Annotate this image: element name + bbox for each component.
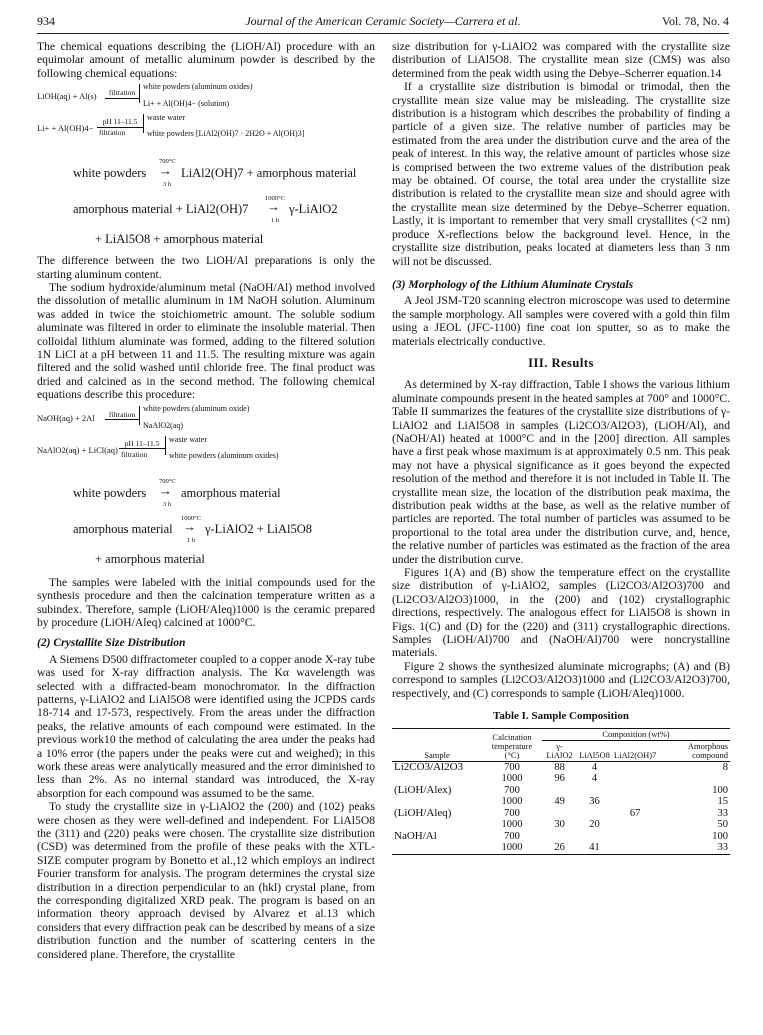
eq3-cond-top: 700°C — [159, 158, 176, 166]
cell-lial5o8: 36 — [589, 796, 600, 807]
eq6-arrow-top: pH 11–11.5 — [119, 439, 165, 450]
th-gamma-lialo2: γ-LiAlO2 — [542, 740, 577, 761]
results-heading: III. Results — [528, 355, 594, 370]
equation-3 — [37, 152, 375, 192]
naoh-paragraph: The sodium hydroxide/aluminum metal (NaOH/Al) method involved the dissolution of metallic aluminum in 1M NaOH solution. Aluminum was added in twice the stoichiometric amount. The soluble sodium aluminate was filtered in order to eliminate the insoluble material. Then colloidal lithium aluminate was formed, adding to the filtered solution 1N LiCl at a pH between 11 and 11.5. The resulting mixture was again filtered and the solid washed until chloride free. The final product was dried and calcined as in the second method. The following chemical equations describe this procedure: — [37, 281, 375, 402]
label-paragraph: The samples were labeled with the initial compounds used for the synthesis procedure and then the calcination temperature written as a subindex. Therefore, sample (LiOH/Aleq)1000 is the ceramic prepared by procedure (LiOH/Aleq) calcined at 1000°C. — [37, 575, 375, 629]
eq8-cond-top: 1000°C — [181, 514, 201, 522]
eq7-lhs: white powders — [73, 485, 147, 500]
cell-amorphous: 15 — [717, 796, 728, 807]
cell-gamma-lialo2: 49 — [554, 796, 565, 807]
cell-amorphous: 50 — [717, 819, 728, 830]
continuation-paragraph: size distribution for γ-LiAlO2 was compared with the crystallite size distribution of LiAl5O8. The crystallite mean size (CMS) was also determined from the peak width using the Debye–Scherrer equation.14 — [392, 40, 730, 80]
eq4-cond-top: 1000°C — [265, 195, 285, 203]
eq2-bottom: white powders [LiAl2(OH)7 · 2H2O + Al(OH)3] — [147, 129, 305, 139]
page-header — [37, 14, 729, 30]
eq5-lhs: NaOH(aq) + 2Al — [37, 412, 95, 423]
cell-temp: 1000 — [501, 819, 523, 830]
equation-5 — [37, 403, 375, 434]
eq1-branch — [139, 84, 140, 103]
eq4-lhs: amorphous material + LiAl2(OH)7 — [73, 202, 249, 217]
equation-4b: + LiAl5O8 + amorphous material — [95, 232, 264, 247]
cell-lial2oh7: 67 — [629, 807, 641, 819]
equation-8 — [37, 512, 375, 548]
th-lial5o8: LiAl5O8 — [577, 740, 612, 761]
cell-gamma-lialo2: 30 — [554, 819, 565, 830]
table-row — [392, 831, 730, 843]
cell-lial2oh7 — [612, 773, 659, 785]
equation-8b: + amorphous material — [95, 551, 205, 566]
cell-temp: 1000 — [501, 796, 523, 807]
equation-6 — [37, 434, 375, 464]
cell-gamma-lialo2: 96 — [554, 773, 565, 784]
table-row — [392, 785, 730, 797]
cell-lial2oh7 — [612, 796, 659, 808]
equation-7 — [37, 472, 375, 512]
cell-lial2oh7 — [612, 842, 659, 854]
cell-lial5o8: 4 — [591, 773, 598, 784]
th-lial2oh7: LiAl2(OH)7 — [612, 740, 659, 761]
eq5-bottom: NaAlO2(aq) — [143, 420, 183, 430]
page-number: 934 — [37, 14, 55, 28]
cell-amorphous: 100 — [712, 784, 728, 796]
table-body — [392, 761, 730, 854]
eq2-branch — [143, 114, 144, 133]
th-sample: Sample — [392, 728, 482, 761]
bimodal-paragraph: If a crystallite size distribution is bimodal or trimodal, then the crystallite mean size value may be misleading. The crystallite size distribution is a histogram which describes the probability of finding a particle of a given size. The relative number of particles may be estimated from the area under the distribution curve and the area of the peak of interest. In this way, the relative amount of particles whose size is comprised between the two extreme values of the distribution peak may be obtained. Of course, the total area under the crystallite size distribution is related to the crystallite mean size and should agree with the crystallite mean size determined by the Debye–Scherrer equation. Lastly, it is important to remember that very small crystallites (<2 nm) produce X-reflections below the background level. Hence, in the crystallite size distribution, peaks located at diameters less than 3 nm will not be discussed. — [392, 80, 730, 268]
eq2-arrow-label: filtration — [99, 128, 126, 138]
figure2-paragraph: Figure 2 shows the synthesized aluminate micrographs; (A) and (B) correspond to samples (Li2CO3/Al2O3)1000 and (Li2CO3/Al2O3)700, respectively, and (C) corresponds to sample (LiOH/Aleq)1000. — [392, 659, 730, 700]
cell-lial2oh7 — [612, 831, 659, 843]
cell-lial2oh7 — [612, 761, 659, 773]
eq8-cond-bottom: 1 h — [187, 536, 196, 544]
siemens-paragraph: A Siemens D500 diffractometer coupled to a copper anode X-ray tube was used for X-ray diffraction analysis. The Kα wavelength was selected with a diffracted-beam monochromator. In the diffraction patterns, γ-LiAlO2 and LiAl5O8 were identified using the JCPDS cards 18-714 and 17-573, respectively. From the areas under the diffraction peaks, the relative amounts of each compound were estimated. In the previous work10 the method of calculating the area under the peaks had a 10% error (the papers under the peaks were cut and weighed); in this work these areas were analytically measured and the error diminished to less than 2%. As no internal standard was introduced, the X-ray absorption for each compound was assumed to be the same. — [37, 652, 375, 800]
volume-info: Vol. 78, No. 4 — [661, 14, 729, 28]
cell-lial5o8: 20 — [589, 819, 600, 830]
cell-sample: (LiOH/Alex) — [394, 783, 452, 796]
cell-gamma-lialo2: 88 — [554, 761, 565, 773]
cell-lial5o8: 4 — [591, 761, 598, 773]
table-row — [392, 773, 730, 785]
right-column — [392, 40, 730, 855]
jeol-paragraph: A Jeol JSM-T20 scanning electron microscope was used to determine the sample morphology. All samples were covered with a gold thin film using a JEOL (JFC-1100) fine coat ion sputter, so as to make the materials electrically conductive. — [392, 294, 730, 348]
eq7-cond-bottom: 3 h — [163, 500, 172, 508]
eq6-lhs: NaAlO2(aq) + LiCl(aq) — [37, 444, 118, 455]
eq6-arrow-label: filtration — [121, 449, 148, 459]
cell-amorphous: 33 — [717, 807, 728, 819]
cell-sample — [392, 819, 482, 831]
eq2-lhs: Li+ + Al(OH)4− — [37, 123, 94, 134]
cell-gamma-lialo2 — [542, 808, 577, 820]
cell-sample — [392, 796, 482, 808]
cell-sample — [392, 842, 482, 854]
cell-sample: Li2CO3/Al2O3 — [394, 760, 464, 773]
cell-gamma-lialo2 — [542, 831, 577, 843]
intro-paragraph: The chemical equations describing the (LiOH/Al) procedure with an equimolar amount of metallic aluminum powder is described by the following chemical equations: — [37, 40, 375, 80]
table-row — [392, 819, 730, 831]
cell-lial2oh7 — [612, 819, 659, 831]
table-row — [392, 808, 730, 820]
th-composition: Composition (wt%) — [542, 728, 730, 740]
eq1-lhs: LiOH(aq) + Al(s) — [37, 91, 97, 102]
table-row — [392, 796, 730, 808]
cell-amorphous: 100 — [712, 830, 728, 842]
cell-temp: 1000 — [482, 842, 542, 854]
cell-amorphous — [658, 773, 730, 785]
eq6-top: waste water — [169, 434, 207, 444]
eq1-top: white powders (aluminum oxides) — [143, 82, 253, 92]
equation-1 — [37, 84, 375, 114]
eq5-top: white powders (aluminum oxide) — [143, 403, 250, 413]
cell-lial5o8 — [577, 785, 612, 797]
table-row — [392, 761, 730, 773]
cell-sample — [392, 773, 482, 785]
equation-4 — [37, 192, 375, 228]
eq3-arrow: → — [159, 163, 172, 179]
eq3-lhs: white powders — [73, 166, 147, 181]
equation-2 — [37, 113, 375, 144]
eq8-arrow: → — [183, 518, 196, 534]
header-rule — [37, 33, 729, 34]
eq4-rhs: γ-LiAlO2 — [289, 202, 338, 217]
eq7-cond-top: 700°C — [159, 477, 176, 485]
eq5-branch — [139, 406, 140, 425]
section-heading-2: (2) Crystallite Size Distribution — [37, 636, 186, 650]
study-paragraph: To study the crystallite size in γ-LiAlO2 the (200) and (102) peaks were chosen as they were well-defined and independent. For LiAl5O8 the (311) and (220) peaks were chosen. The crystallite size distribution (CSD) was determined from the profile of these peaks with the XTL-SIZE computer program by Bonetto et al.,12 which employs an indirect Fourier transform for analysis. The program determines the crystal size distribution in a direction perpendicular to an (hkl) crystal plane, from the corresponding digitalized XRD peak. The program is based on an information theory approach devised by Alvarez et al.13 which considers that every diffraction peak can be described by means of a size distribution function and the number of scattering centers in the considered plane. Therefore, the crystallite — [37, 800, 375, 961]
left-column — [37, 40, 375, 961]
th-calcination: Calcination temperature (°C) — [482, 728, 542, 761]
cell-lial5o8: 41 — [577, 842, 612, 854]
cell-amorphous: 8 — [722, 761, 728, 773]
cell-temp: 700 — [504, 761, 520, 773]
eq8-rhs: γ-LiAlO2 + LiAl5O8 — [205, 521, 313, 536]
th-amorphous: Amorphous compound — [658, 740, 730, 761]
figure1-paragraph: Figures 1(A) and (B) show the temperature effect on the crystallite size distribution of γ-LiAlO2, samples (Li2CO3/Al2O3)700 and (Li2CO3/Al2O3)1000, in the (200) and (102) crystallographic directions, respectively. The analogous effect for LiAl5O8 is shown in Figs. 1(C) and (D) for the (220) and (311) crystallographic directions. Samples (LiOH/Al)700 and (NaOH/Al)700 were noncrystalline materials. — [392, 566, 730, 660]
cell-lial5o8 — [577, 808, 612, 820]
eq4-arrow: → — [267, 199, 280, 215]
eq7-arrow: → — [159, 482, 172, 498]
eq3-rhs: LiAl2(OH)7 + amorphous material — [181, 166, 357, 181]
table-title: Table I. Sample Composition — [493, 710, 629, 723]
section-heading-3: (3) Morphology of the Lithium Aluminate Crystals — [392, 277, 634, 291]
eq7-rhs: amorphous material — [181, 485, 281, 500]
results-paragraph: As determined by X-ray diffraction, Table I shows the various lithium aluminate compounds present in the heated samples at 700° and 1000°C. Table II summarizes the features of the crystallite size distributions of γ-LiAlO2 and LiAl5O8 in samples (Li2CO3/Al2O3), (LiOH/Al), and (NaOH/Al) heated at 1000°C and in the [200] direction. All samples have a first peak whose maximum is at approximately 0.5 nm. This peak may not have a physical significance as it goes beyond the expected resolution of the method and therefore it is not included in Table II. The crystallite mean size, the location of the distribution peak maxima, the distribution peak widths at the base, as well as the relative number of particles are reported. The total number of particles was assumed to be proportional to the total area under the distribution curve, and, hence, the relative number of particles was estimated as the fraction of the area under the distribution curve. — [392, 378, 731, 566]
cell-lial2oh7 — [612, 785, 659, 797]
eq1-arrow-label: filtration — [105, 88, 139, 99]
cell-temp: 700 — [504, 807, 520, 819]
difference-paragraph: The difference between the two LiOH/Al preparations is only the starting aluminum content. — [37, 254, 375, 281]
eq2-arrow-top: pH 11–11.5 — [97, 117, 143, 128]
composition-table — [392, 710, 730, 854]
cell-temp: 1000 — [501, 773, 523, 784]
cell-sample: (LiOH/Aleq) — [394, 806, 452, 819]
cell-sample: NaOH/Al — [394, 829, 437, 842]
eq5-arrow-label: filtration — [105, 410, 139, 421]
cell-gamma-lialo2 — [542, 785, 577, 797]
eq1-bottom: Li+ + Al(OH)4− (solution) — [143, 99, 230, 109]
eq4-cond-bottom: 1 h — [271, 217, 280, 225]
running-title: Journal of the American Ceramic Society—Carrera et al. — [245, 14, 521, 28]
eq8-lhs: amorphous material — [73, 521, 173, 536]
eq6-bottom: white powders (aluminum oxides) — [169, 450, 279, 460]
cell-lial5o8 — [577, 831, 612, 843]
eq3-cond-bottom: 3 h — [163, 181, 172, 189]
eq6-branch — [165, 436, 166, 455]
cell-gamma-lialo2: 26 — [542, 842, 577, 854]
cell-amorphous: 33 — [658, 842, 730, 854]
table-row — [392, 842, 730, 854]
eq2-top: waste water — [147, 113, 185, 123]
cell-temp: 700 — [504, 784, 520, 796]
cell-temp: 700 — [504, 830, 520, 842]
